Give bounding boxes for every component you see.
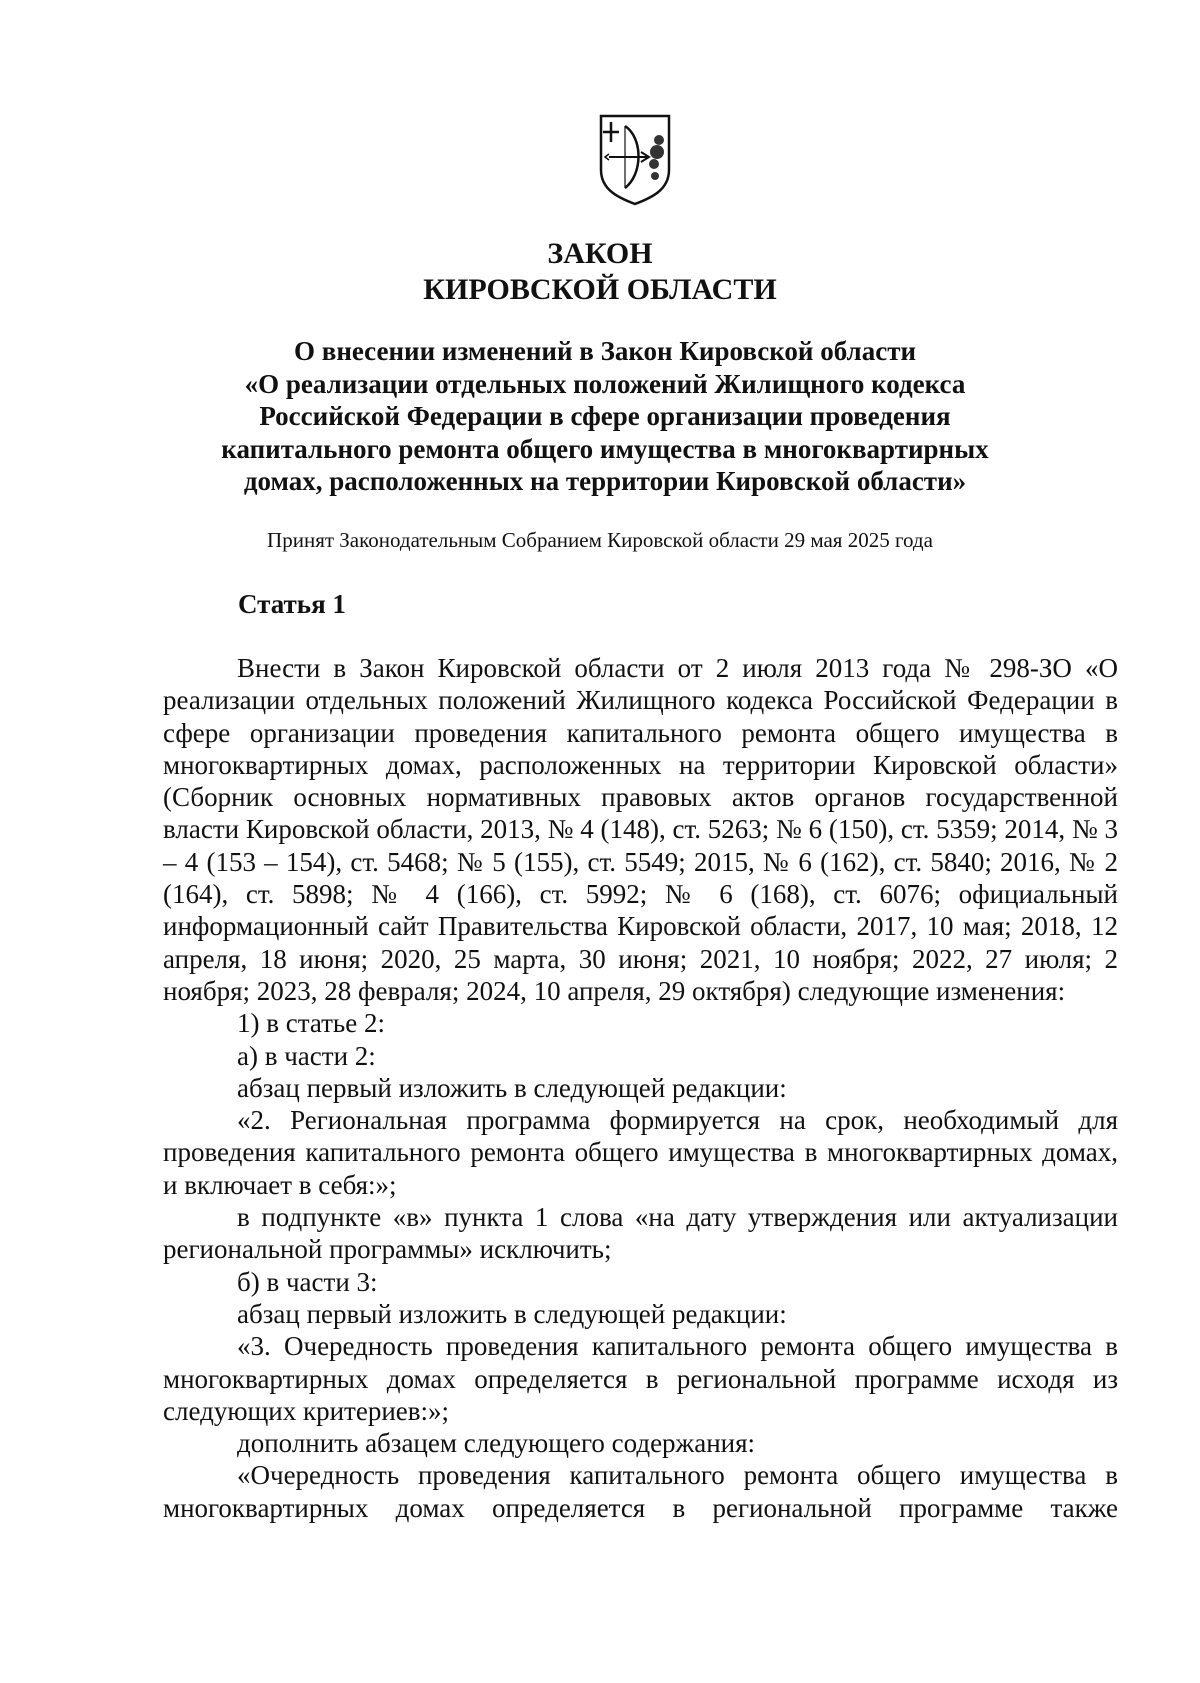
kirov-region-coat-of-arms-icon	[597, 112, 673, 206]
law-title	[0, 236, 1200, 308]
article-paragraph: «2. Региональная программа формируется на срок, необходимый для проведения капитального ремонта общего имущества в многоквартирных домах, и включает в себя:»;	[163, 1105, 1118, 1200]
law-subject	[160, 335, 1050, 498]
subject-line: О внесении изменений в Закон Кировской области	[293, 336, 917, 366]
law-title-line: ЗАКОН	[547, 237, 653, 270]
article-paragraph: Внести в Закон Кировской области от 2 июля 2013 года № 298-ЗО «О реализации отдельных положений Жилищного кодекса Российской Федерации в сфере организации проведения капитального ремонта общего имущества в многоквартирных домах, расположенных на территории Кировской области» (Сборник основных нормативных правовых актов органов государственной власти Кировской области, 2013, № 4 (148), ст. 5263; № 6 (150), ст. 5359; 2014, № 3 – 4 (153 – 154), ст. 5468; № 5 (155), ст. 5549; 2015, № 6 (162), ст. 5840; 2016, № 2 (164), ст. 5898; № 4 (166), ст. 5992; № 6 (168), ст. 6076; официальный информационный сайт Правительства Кировской области, 2017, 10 мая; 2018, 12 апреля, 18 июня; 2020, 25 марта, 30 июня; 2021, 10 ноября; 2022, 27 июля; 2 ноября; 2023, 28 февраля; 2024, 10 апреля, 29 октября) следующие изменения:	[163, 653, 1118, 1006]
article-paragraph: «3. Очередность проведения капитального ремонта общего имущества в многоквартирных домах определяется в региональной программе исходя из следующих критериев:»;	[163, 1331, 1118, 1426]
subject-line: капитального ремонта общего имущества в многоквартирных	[221, 433, 989, 464]
article-heading: Статья 1	[238, 589, 346, 619]
article-paragraph: абзац первый изложить в следующей редакции:	[237, 1298, 787, 1329]
article-paragraph: а) в части 2:	[237, 1040, 376, 1071]
article-paragraph: «Очередность проведения капитального ремонта общего имущества в многоквартирных домах определяется в региональной программе также	[163, 1460, 1118, 1523]
article-paragraph: в подпункте «в» пункта 1 слова «на дату утверждения или актуализации региональной программы» исключить;	[163, 1202, 1118, 1265]
article-paragraph: б) в части 3:	[237, 1266, 378, 1297]
subject-line: «О реализации отдельных положений Жилищного кодекса	[244, 368, 966, 399]
adoption-note: Принят Законодательным Собранием Кировской области 29 мая 2025 года	[267, 528, 933, 552]
article-paragraph: дополнить абзацем следующего содержания:	[237, 1428, 756, 1459]
article-paragraph: 1) в статье 2:	[237, 1008, 385, 1039]
subject-line: домах, расположенных на территории Кировской области»	[243, 466, 967, 496]
law-title-line: КИРОВСКОЙ ОБЛАСТИ	[423, 273, 777, 306]
article-body	[163, 652, 1118, 1524]
article-paragraph: абзац первый изложить в следующей редакции:	[237, 1072, 787, 1103]
subject-line: Российской Федерации в сфере организации проведения	[259, 401, 951, 431]
